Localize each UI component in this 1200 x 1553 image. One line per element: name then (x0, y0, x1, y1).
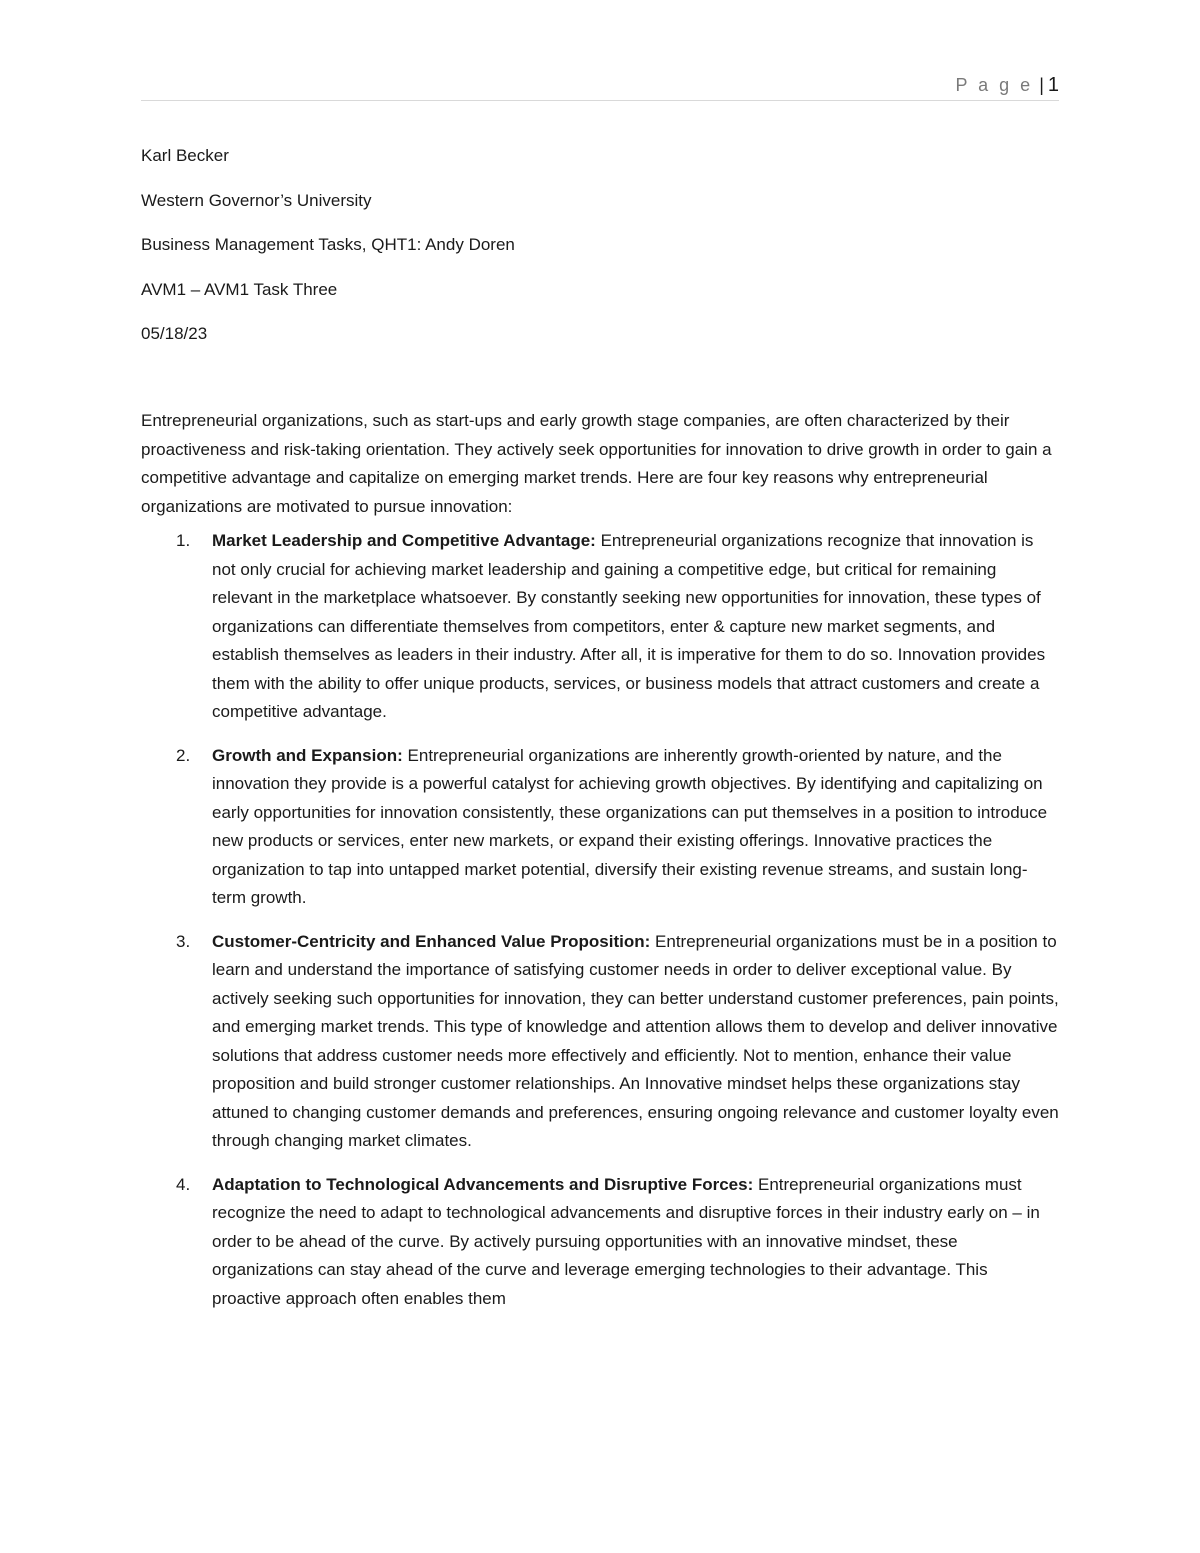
course-name: Business Management Tasks, QHT1: Andy Doren (141, 235, 515, 254)
page-label: P a g e (955, 75, 1034, 95)
list-item-text: Entrepreneurial organizations are inherently growth-oriented by nature, and the innovation they provide is a powerful catalyst for achieving growth objectives. By identifying and capitalizing on early opportunities for innovation consistently, these organizations can put themselves in a position to introduce new products or services, enter new markets, or expand their existing offerings. Innovative practices the organization to tap into untapped market potential, diversify their existing revenue streams, and sustain long-term growth. (212, 745, 1048, 907)
page-header (955, 74, 1059, 97)
list-item (141, 1171, 1059, 1314)
list-number: 4. (176, 1174, 191, 1194)
list-item (141, 527, 1059, 727)
list-number: 2. (176, 745, 191, 765)
list-item-text: Entrepreneurial organizations must recognize the need to adapt to technological advancements and disruptive forces in their industry early on – in order to be ahead of the curve. By actively pursuing opportunities with an innovative mindset, these organizations can stay ahead of the curve and leverage emerging technologies to their advantage. This proactive approach often enables them (212, 1174, 1040, 1308)
list-number: 3. (176, 931, 191, 951)
document-body (141, 407, 1059, 1328)
list-item-title: Adaptation to Technological Advancements and Disruptive Forces: (212, 1174, 754, 1194)
list-item-title: Customer-Centricity and Enhanced Value Proposition: (212, 931, 651, 951)
list-item-text: Entrepreneurial organizations must be in a position to learn and understand the importance of satisfying customer needs in order to deliver exceptional value. By actively seeking such opportunities for innovation, they can better understand customer preferences, pain points, and emerging market trends. This type of knowledge and attention allows them to develop and deliver innovative solutions that address customer needs more effectively and efficiently. Not to mention, enhance their value proposition and build stronger customer relationships. An Innovative mindset helps these organizations stay attuned to changing customer demands and preferences, ensuring ongoing relevance and customer loyalty even through changing market climates. (212, 931, 1059, 1150)
list-item (141, 928, 1059, 1156)
task-name: AVM1 – AVM1 Task Three (141, 279, 338, 299)
list-item-text: Entrepreneurial organizations recognize that innovation is not only crucial for achieving market leadership and gaining a competitive edge, but critical for remaining relevant in the marketplace whatsoever. By constantly seeking new opportunities for innovation, these types of organizations can differentiate themselves from competitors, enter & capture new market segments, and establish themselves as leaders in their industry. After all, it is imperative for them to do so. Innovation provides them with the ability to offer unique products, services, or business models that attract customers and create a competitive advantage. (212, 531, 1046, 721)
page-number: 1 (1047, 74, 1059, 96)
reasons-list (141, 527, 1059, 1313)
list-item (141, 742, 1059, 913)
header-divider (141, 100, 1059, 101)
document-date: 05/18/23 (141, 324, 208, 343)
intro-paragraph: Entrepreneurial organizations, such as start-ups and early growth stage companies, are often characterized by their proactiveness and risk-taking orientation. They actively seek opportunities for innovation to drive growth in order to gain a competitive advantage and capitalize on emerging market trends. Here are four key reasons why entrepreneurial organizations are motivated to pursue innovation: (141, 411, 1052, 516)
list-item-title: Market Leadership and Competitive Advantage: (212, 531, 596, 550)
author-name: Karl Becker (141, 146, 229, 165)
page-separator: | (1039, 75, 1044, 95)
list-item-title: Growth and Expansion: (212, 745, 403, 765)
document-meta (141, 143, 515, 366)
list-number: 1. (176, 531, 191, 550)
school-name: Western Governor’s University (141, 190, 372, 210)
